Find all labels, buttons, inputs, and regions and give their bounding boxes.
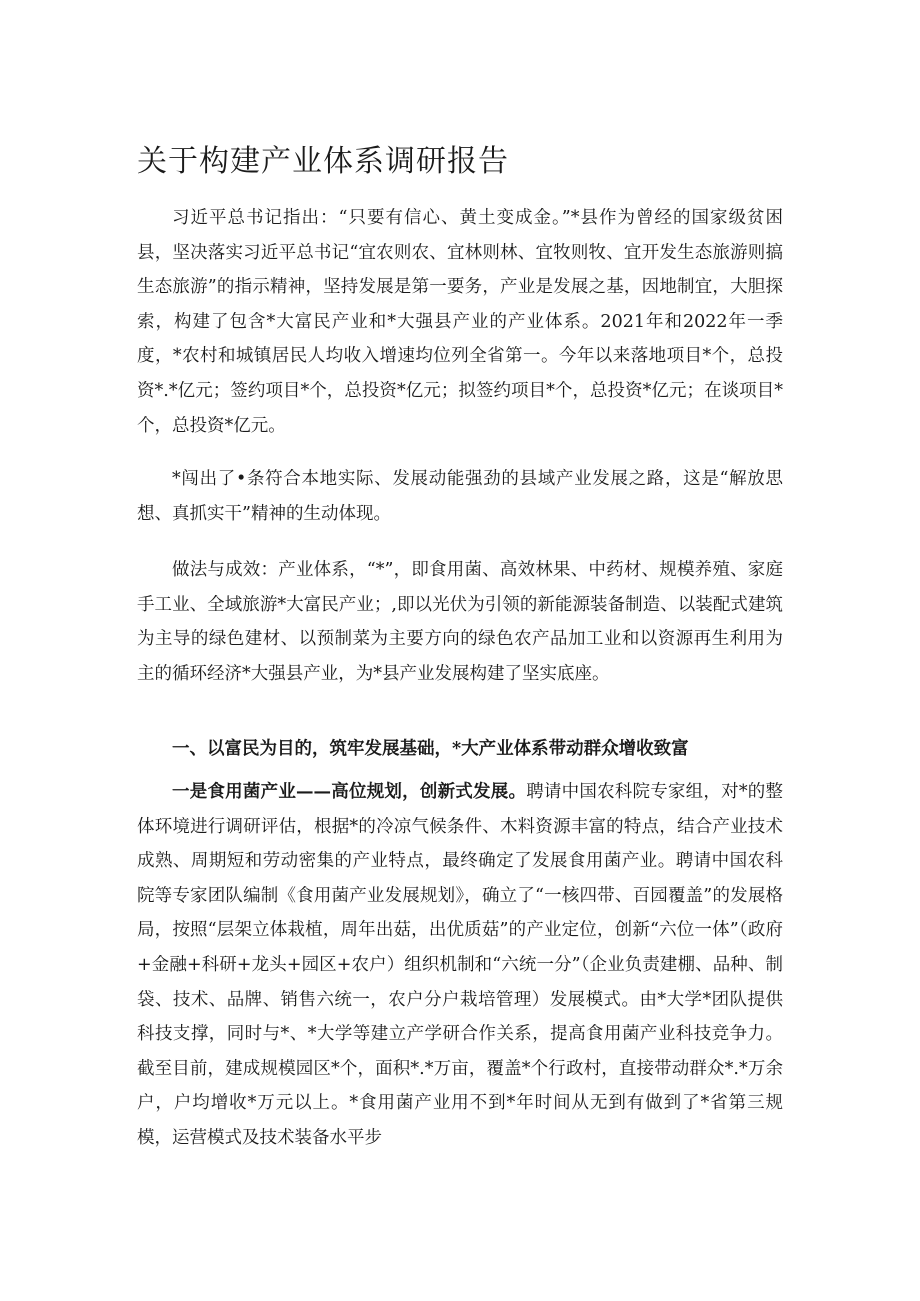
section-paragraph-lead: 一是食用菌产业——高位规划，创新式发展。	[172, 782, 527, 802]
section-paragraph-body: 聘请中国农科院专家组，对*的整体环境进行调研评估，根据*的冷凉气候条件、木料资源丰富的特点，结合产业技术成熟、周期短和劳动密集的产业特点，最终确定了发展食用菌产业。聘请中国农科院等专家团队编制《食用菌产业发展规划》，确立了“一核四带、百园覆盖”的发展格局，按照“层架立体栽植，周年出菇，出优质菇”的产业定位，创新“六位一体”（政府+金融+科研+龙头+园区+农户）组织机制和“六统一分”（企业负责建棚、品种、制袋、技术、品牌、销售六统一，农户分户栽培管理）发展模式。由*大学*团队提供科技支撑，同时与*、*大学等建立产学研合作关系，提高食用菌产业科技竞争力。截至目前，建成规模园区*个，面积*.*万亩，覆盖*个行政村，直接带动群众*.*万余户，户均增收*万元以上。*食用菌产业用不到*年时间从无到有做到了*省第三规模，运营模式及技术装备水平步	[137, 782, 784, 1148]
summary-paragraph: *闯出了•条符合本地实际、发展动能强劲的县域产业发展之路，这是“解放思想、真抓实干”精神的生动体现。	[137, 469, 783, 524]
intro-paragraph: 习近平总书记指出：“只要有信心、黄土变成金。”*县作为曾经的国家级贫困县，坚决落实习近平总书记“宜农则农、宜林则林、宜牧则牧、宜开发生态旅游则搞生态旅游”的指示精神，坚持发展是第一要务，产业是发展之基，因地制宜，大胆探索，构建了包含*大富民产业和*大强县产业的产业体系。2021年和2022年一季度，*农村和城镇居民人均收入增速均位列全省第一。今年以来落地项目*个，总投资*.*亿元；签约项目*个，总投资*亿元；拟签约项目*个，总投资*亿元；在谈项目*个，总投资*亿元。	[137, 208, 783, 436]
section-heading: 一、以富民为目的，筑牢发展基础，*大产业体系带动群众增收致富	[172, 739, 689, 759]
section-paragraph	[137, 775, 783, 1156]
methods-paragraph: 做法与成效：产业体系，“*”，即食用菌、高效林果、中药材、规模养殖、家庭手工业、全域旅游*大富民产业；,即以光伏为引领的新能源装备制造、以装配式建筑为主导的绿色建材、以预制菜为主要方向的绿色农产品加工业和以资源再生利用为主的循环经济*大强县产业，为*县产业发展构建了坚实底座。	[137, 560, 783, 684]
document-title: 关于构建产业体系调研报告	[137, 144, 509, 179]
